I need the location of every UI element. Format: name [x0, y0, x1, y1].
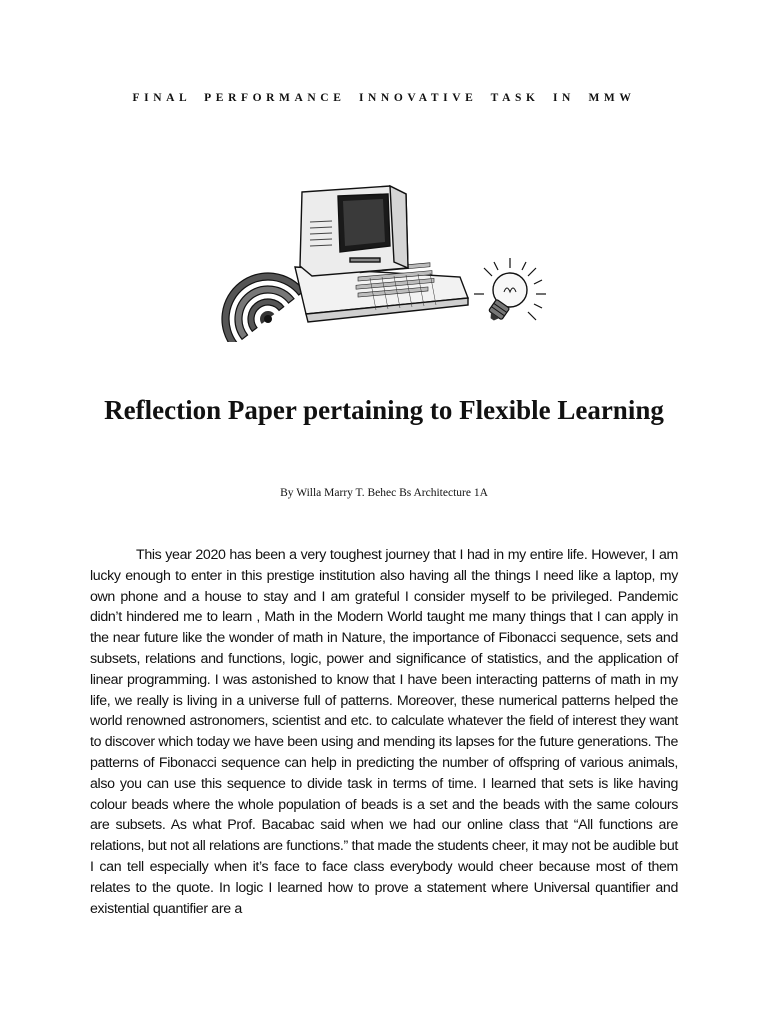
- wifi-icon: [210, 254, 304, 342]
- computer-icon: [295, 186, 468, 322]
- document-title: Reflection Paper pertaining to Flexible Learning: [104, 395, 664, 425]
- header-illustration: [210, 182, 560, 342]
- lightbulb-icon: [474, 258, 546, 324]
- document-header: FINAL PERFORMANCE INNOVATIVE TASK IN MMW: [132, 92, 636, 104]
- author-byline: By Willa Marry T. Behec Bs Architecture 1A: [280, 487, 488, 499]
- body-text: [90, 545, 678, 919]
- body-paragraph: This year 2020 has been a very toughest journey that I had in my entire life. However, I am lucky enough to enter in this prestige institution also having all the things I need like a laptop, my own phone and a house to stay and I am grateful I consider myself to be privileged. Pandemic didn’t hindered me to learn , Math in the Modern World taught me many things that I can apply in the near future like the wonder of math in Nature, the importance of Fibonacci sequence, sets and subsets, relations and functions, logic, power and significance of statistics, and the application of linear programming. I was astonished to know that I have been interacting patterns of math in my life, we really is living in a universe full of patterns. Moreover, these numerical patterns helped the world renowned astronomers, scientist and etc. to calculate whatever the field of interest they want to discover which today we have been using and mending its lapses for the future generations. The patterns of Fibonacci sequence can help in predicting the number of offspring of various animals, also you can use this sequence to divide task in terms of time. I learned that sets is like having colour beads where the whole population of beads is a set and the beads with the same colours are subsets. As what Prof. Bacabac said when we had our online class that “All functions are relations, but not all relations are functions.” that made the students cheer, it may not be audible but I can tell especially when it’s face to face class everybody would cheer because most of them relates to the quote. In logic I learned how to prove a statement where Universal quantifier and existential quantifier are a: [90, 547, 678, 917]
